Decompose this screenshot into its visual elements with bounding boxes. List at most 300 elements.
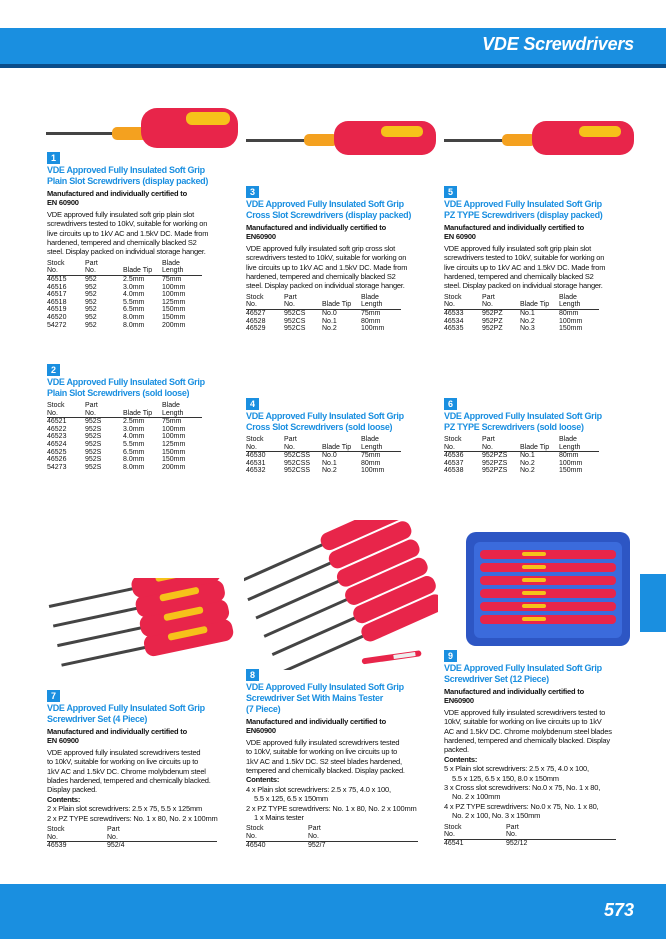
table-header-row [444, 824, 616, 840]
table-row [47, 456, 202, 464]
product-number-badge: 4 [246, 398, 259, 410]
table-row [47, 433, 202, 441]
hdr: No. [482, 301, 493, 309]
cell: 952S [85, 440, 102, 448]
cell: 54272 [47, 321, 67, 329]
hdr: Part [284, 293, 297, 301]
desc-line: live circuits up to 1kV AC and 1.5kV DC. Made from [246, 262, 408, 272]
cell: 952/12 [506, 839, 528, 847]
hdr: Blade [361, 293, 379, 301]
hdr: No. [47, 833, 58, 841]
cell: No.2 [322, 325, 337, 333]
hdr: No. [444, 301, 455, 309]
cell: 100mm [162, 433, 186, 441]
cell: 46539 [47, 842, 67, 850]
cell: 150mm [559, 467, 583, 475]
desc-line: hardened, tempered and chemically blacked S2 [246, 272, 396, 282]
cell: 5.5mm [123, 298, 145, 306]
product-5 [444, 186, 640, 333]
table-header-row [246, 436, 401, 452]
cell: 952PZS [482, 452, 508, 460]
cell: 200mm [162, 463, 186, 471]
desc-line: VDE approved fully insulated screwdrivers tested [246, 737, 400, 747]
title-line: VDE Approved Fully Insulated Soft Grip [246, 199, 404, 209]
col-stock [246, 436, 284, 452]
cell: 952CSS [284, 452, 311, 460]
col-length [162, 260, 202, 276]
certification [246, 717, 438, 736]
cell: 46524 [47, 440, 67, 448]
hdr: No. [47, 267, 58, 275]
hdr: Part [85, 259, 98, 267]
table-row [47, 306, 202, 314]
cell: 80mm [559, 452, 579, 460]
cell: 100mm [162, 283, 186, 291]
contents-line: 4 x PZ TYPE screwdrivers: No.0 x 75, No. 1 x 80, [444, 801, 599, 811]
cert-line: Manufactured and individually certified to [444, 223, 584, 232]
cell: 46532 [246, 467, 266, 475]
col-stock [47, 826, 107, 842]
cell: No.2 [520, 459, 535, 467]
cert-line: EN 60900 [444, 232, 476, 242]
table-row [444, 318, 599, 326]
contents-line: 3 x Cross slot screwdrivers: No.0 x 75, No. 1 x 80, [444, 783, 601, 793]
col-length [559, 294, 599, 310]
cell: No.2 [520, 467, 535, 475]
table-row [47, 464, 202, 472]
col-part [284, 436, 322, 452]
description [246, 244, 438, 291]
col-tip: Blade Tip [123, 402, 162, 418]
cell: 46527 [246, 310, 266, 318]
hdr: No. [444, 443, 455, 451]
contents-line: 1 x Mains tester [254, 813, 304, 823]
col-part [308, 825, 418, 841]
product-number-badge: 9 [444, 650, 457, 662]
table-row [47, 426, 202, 434]
cell: 46534 [444, 317, 464, 325]
title-line: VDE Approved Fully Insulated Soft Grip [246, 682, 404, 692]
product-number-badge: 2 [47, 364, 60, 376]
hdr: No. [246, 301, 257, 309]
seven-piece-set-image [244, 520, 438, 670]
description [47, 748, 241, 823]
cell: 952CS [284, 325, 306, 333]
col-part [107, 826, 217, 842]
cell: 150mm [162, 306, 186, 314]
cert-line: Manufactured and individually certified to [246, 223, 386, 232]
hdr: Part [482, 293, 495, 301]
table-row [47, 441, 202, 449]
cell: No.1 [520, 310, 535, 318]
title-line: PZ TYPE Screwdrivers (display packed) [444, 210, 603, 220]
col-tip: Blade Tip [520, 436, 559, 452]
table-header-row [47, 260, 202, 276]
title-line: Plain Slot Screwdrivers (sold loose) [47, 388, 190, 398]
page-number: 573 [603, 900, 634, 920]
desc-line: VDE approved fully insulated screwdrivers tested to [444, 707, 606, 717]
title-line: Cross Slot Screwdrivers (display packed) [246, 210, 412, 220]
cell: 5.5mm [123, 440, 145, 448]
col-stock [444, 436, 482, 452]
product-title [246, 411, 438, 433]
contents-label: Contents: [47, 794, 81, 804]
contents-line: 4 x Plain slot screwdrivers: 2.5 x 75, 4.0 x 100, [246, 784, 391, 794]
desc-line: AC and 1.5kV DC. Chrome molybdenum steel blades [444, 726, 612, 736]
header-rule [0, 64, 666, 68]
hdr: Length [162, 267, 184, 275]
hdr: No. [444, 831, 455, 839]
cell: 100mm [162, 291, 186, 299]
cell: 75mm [162, 418, 182, 426]
desc-line: live circuits up to 1kV AC and 1.5kV DC. Made from [47, 228, 209, 238]
cell: 80mm [361, 317, 381, 325]
product-8 [246, 669, 438, 849]
hdr: Stock [47, 259, 65, 267]
cell: 952PZS [482, 459, 508, 467]
table-header-row [444, 436, 599, 452]
hdr: No. [107, 833, 118, 841]
cell: 46526 [47, 456, 67, 464]
desc-line: VDE approved fully insulated soft grip plain slot [47, 209, 194, 219]
desc-line: 10kV, suitable for working on live circuits up to 1kV [444, 717, 602, 727]
cell: 46538 [444, 467, 464, 475]
hdr: Length [559, 301, 581, 309]
cell: 100mm [559, 459, 583, 467]
desc-line: packed. [444, 745, 469, 755]
hdr: Stock [246, 825, 264, 833]
hdr: Part [506, 823, 519, 831]
table-row [246, 310, 401, 318]
hdr: Stock [444, 293, 462, 301]
hdr: Length [162, 409, 184, 417]
cell: No.1 [520, 452, 535, 460]
desc-line: to 10kV, suitable for working on live circuits up to [246, 747, 398, 757]
certification [47, 727, 241, 746]
contents-label: Contents: [246, 775, 280, 785]
spec-table [47, 402, 202, 471]
product-number-badge: 3 [246, 186, 259, 198]
table-row [444, 310, 599, 318]
desc-line: screwdrivers tested to 10kV, suitable for working on [444, 253, 605, 263]
hdr: No. [284, 301, 295, 309]
hdr: Blade [162, 402, 180, 409]
cell: 952 [85, 276, 97, 284]
col-stock [444, 294, 482, 310]
cell: 3.0mm [123, 425, 145, 433]
col-length [361, 294, 401, 310]
spec-table [47, 826, 217, 850]
title-line: (7 Piece) [246, 704, 281, 714]
section-side-tab [640, 574, 666, 632]
cell: 125mm [162, 440, 186, 448]
table-row [444, 460, 599, 468]
cell: 46540 [246, 841, 266, 849]
desc-line: hardened, tempered and chemically blacked S2 [444, 272, 594, 282]
table-row [246, 318, 401, 326]
spec-table [246, 436, 401, 475]
col-part [482, 294, 520, 310]
cell: 75mm [361, 310, 381, 318]
col-part [284, 294, 322, 310]
cell: 2.5mm [123, 276, 145, 284]
contents-line: No. 2 x 100, No. 3 x 150mm [452, 811, 541, 821]
cell: 46533 [444, 310, 464, 318]
cell: 46535 [444, 325, 464, 333]
certification [47, 189, 237, 208]
col-length [559, 436, 599, 452]
title-line: VDE Approved Fully Insulated Soft Grip [246, 411, 404, 421]
cell: 4.0mm [123, 433, 145, 441]
col-stock [246, 825, 308, 841]
cert-line: Manufactured and individually certified to [47, 189, 187, 198]
table-row [444, 467, 599, 475]
cert-line: Manufactured and individually certified to [47, 727, 187, 736]
certification [444, 223, 640, 242]
hdr: Length [559, 443, 581, 451]
cell: 150mm [162, 314, 186, 321]
table-row [47, 322, 202, 330]
plain-slot-screwdriver-image [46, 94, 238, 158]
cell: 46530 [246, 452, 266, 460]
title-line: Cross Slot Screwdrivers (sold loose) [246, 422, 393, 432]
cell: 952PZ [482, 310, 503, 318]
table-row [444, 325, 599, 333]
table-header-row [246, 825, 418, 841]
title-line: Screwdriver Set (12 Piece) [444, 674, 549, 684]
col-stock [246, 294, 284, 310]
cell: 46529 [246, 325, 266, 333]
description [444, 708, 640, 821]
product-title [246, 682, 438, 715]
contents-line: 2 x PZ TYPE screwdrivers: No. 1 x 80, No. 2 x 100mm [47, 813, 218, 823]
product-title [444, 411, 640, 433]
hdr: Stock [47, 402, 65, 409]
col-tip: Blade Tip [520, 294, 559, 310]
product-6 [444, 398, 640, 475]
cell: No.2 [322, 467, 337, 475]
cell: 46519 [47, 306, 67, 314]
table-row [246, 460, 401, 468]
cell: 46518 [47, 298, 67, 306]
desc-line: screwdrivers tested to 10kV, suitable for working on [246, 253, 407, 263]
title-line: VDE Approved Fully Insulated Soft Grip [444, 199, 602, 209]
hdr: Blade [162, 259, 180, 267]
product-title [47, 165, 237, 187]
cell: 4.0mm [123, 291, 145, 299]
cell: 3.0mm [123, 283, 145, 291]
cell: 952S [85, 433, 102, 441]
cell: 952S [85, 448, 102, 456]
cell: 952CS [284, 317, 306, 325]
desc-line: 1kV AC and 1.5kV DC. S2 steel blades hardened, [246, 756, 402, 766]
product-1 [47, 152, 237, 329]
cell: 952PZ [482, 317, 503, 325]
certification [246, 223, 438, 242]
hdr: No. [308, 833, 319, 841]
contents-line: 2 x Plain slot screwdrivers: 2.5 x 75, 5.5 x 125mm [47, 804, 203, 814]
cross-slot-screwdriver-image [246, 116, 436, 162]
cell: 46531 [246, 459, 266, 467]
table-header-row [246, 294, 401, 310]
cell: 200mm [162, 321, 186, 329]
hdr: Stock [47, 826, 65, 834]
cell: 150mm [559, 325, 583, 333]
cell: 952S [85, 456, 102, 464]
cell: 8.0mm [123, 463, 145, 471]
hdr: Part [107, 826, 120, 834]
cell: 952 [85, 298, 97, 306]
twelve-piece-case-image [462, 528, 634, 650]
cell: 6.5mm [123, 448, 145, 456]
cell: 75mm [162, 276, 182, 284]
cell: No.1 [322, 317, 337, 325]
hdr: No. [246, 443, 257, 451]
hdr: Stock [246, 293, 264, 301]
spec-table [444, 436, 599, 475]
hdr: Stock [246, 436, 264, 443]
desc-line: steel. Display packed on individual storage hanger. [47, 247, 206, 257]
title-line: Screwdriver Set With Mains Tester [246, 693, 383, 703]
hdr: Part [482, 436, 495, 443]
cell: 952CSS [284, 467, 311, 475]
cell: 46517 [47, 291, 67, 299]
hdr: Part [308, 825, 321, 833]
desc-line: 1kV AC and 1.5kV DC. Chrome molybdenum steel [47, 766, 206, 776]
cell: 46521 [47, 418, 67, 426]
hdr: No. [47, 409, 58, 417]
cell: 46523 [47, 433, 67, 441]
table-row [246, 467, 401, 475]
table-row [246, 841, 418, 849]
hdr: Stock [444, 823, 462, 831]
cell: 2.5mm [123, 418, 145, 426]
cell: No.0 [322, 310, 337, 318]
table-row [47, 284, 202, 292]
cert-line: EN60900 [246, 726, 276, 736]
col-stock [47, 402, 85, 418]
table-row [444, 839, 616, 847]
title-line: VDE Approved Fully Insulated Soft Grip [444, 411, 602, 421]
cell: No.0 [322, 452, 337, 460]
cell: 80mm [559, 310, 579, 318]
spec-table [444, 824, 616, 848]
title-line: VDE Approved Fully Insulated Soft Grip [444, 663, 602, 673]
col-part [506, 824, 616, 840]
product-title [246, 199, 438, 221]
cell: 46520 [47, 314, 67, 321]
contents-line: No. 2 x 100mm [452, 792, 501, 802]
cell: 46515 [47, 276, 67, 284]
page-footer [0, 884, 666, 939]
desc-line: live circuits up to 1kV AC and 1.5kV DC. Made from [444, 262, 606, 272]
description [246, 738, 438, 823]
product-number-badge: 7 [47, 690, 60, 702]
cell: No.2 [520, 317, 535, 325]
desc-line: screwdrivers tested to 10kV, suitable for working on [47, 219, 208, 229]
product-number-badge: 1 [47, 152, 60, 164]
spec-table [444, 294, 599, 333]
product-title [47, 703, 241, 725]
table-row [47, 291, 202, 299]
col-length [361, 436, 401, 452]
product-number-badge: 5 [444, 186, 457, 198]
table-row [444, 452, 599, 460]
desc-line: steel. Display packed on individual storage hanger. [444, 281, 603, 291]
desc-line: hardened, tempered and chemically blacked S2 [47, 238, 197, 248]
cell: 952/7 [308, 841, 326, 849]
cell: 100mm [559, 317, 583, 325]
col-length [162, 402, 202, 418]
product-number-badge: 6 [444, 398, 457, 410]
desc-line: VDE approved fully insulated soft grip plain slot [444, 243, 591, 253]
cell: 952CS [284, 310, 306, 318]
cell: 952S [85, 425, 102, 433]
product-3 [246, 186, 438, 333]
cell: 8.0mm [123, 456, 145, 464]
hdr: No. [482, 443, 493, 451]
product-number-badge: 8 [246, 669, 259, 681]
cell: 952PZ [482, 325, 503, 333]
desc-line: VDE approved fully insulated screwdrivers tested [47, 747, 201, 757]
desc-line: VDE approved fully insulated soft grip cross slot [246, 243, 396, 253]
cell: 952 [85, 291, 97, 299]
cell: 150mm [162, 448, 186, 456]
col-stock [47, 260, 85, 276]
cell: 952/4 [107, 842, 125, 850]
table-row [246, 452, 401, 460]
cell: 952CSS [284, 459, 311, 467]
table-row [47, 276, 202, 284]
product-title [47, 377, 237, 399]
cell: 952 [85, 314, 97, 321]
cert-line: EN 60900 [47, 198, 79, 208]
product-title [444, 663, 640, 685]
table-row [47, 418, 202, 426]
cell: 8.0mm [123, 321, 145, 329]
spec-table [246, 825, 418, 849]
cert-line: EN60900 [246, 232, 276, 242]
col-stock [444, 824, 506, 840]
contents-label: Contents: [444, 754, 478, 764]
col-part [482, 436, 520, 452]
cell: 46525 [47, 448, 67, 456]
product-title [444, 199, 640, 221]
hdr: No. [284, 443, 295, 451]
table-row [246, 325, 401, 333]
hdr: No. [85, 409, 96, 417]
cell: 100mm [162, 425, 186, 433]
title-line: VDE Approved Fully Insulated Soft Grip [47, 703, 205, 713]
cell: 952 [85, 306, 97, 314]
cell: 46516 [47, 283, 67, 291]
table-header-row [444, 294, 599, 310]
table-header-row [47, 826, 217, 842]
hdr: Stock [444, 436, 462, 443]
hdr: Blade [361, 436, 379, 443]
desc-line: Display packed. [47, 785, 97, 795]
cell: 6.5mm [123, 306, 145, 314]
cert-line: EN 60900 [47, 736, 79, 746]
hdr: Part [284, 436, 297, 443]
hdr: No. [85, 267, 96, 275]
table-row [47, 314, 202, 322]
desc-line: hardened, tempered and chemically blacked. Display [444, 736, 610, 746]
cell: 46528 [246, 317, 266, 325]
title-line: Plain Slot Screwdrivers (display packed) [47, 176, 209, 186]
table-header-row [47, 402, 202, 418]
cell: 952S [85, 418, 102, 426]
